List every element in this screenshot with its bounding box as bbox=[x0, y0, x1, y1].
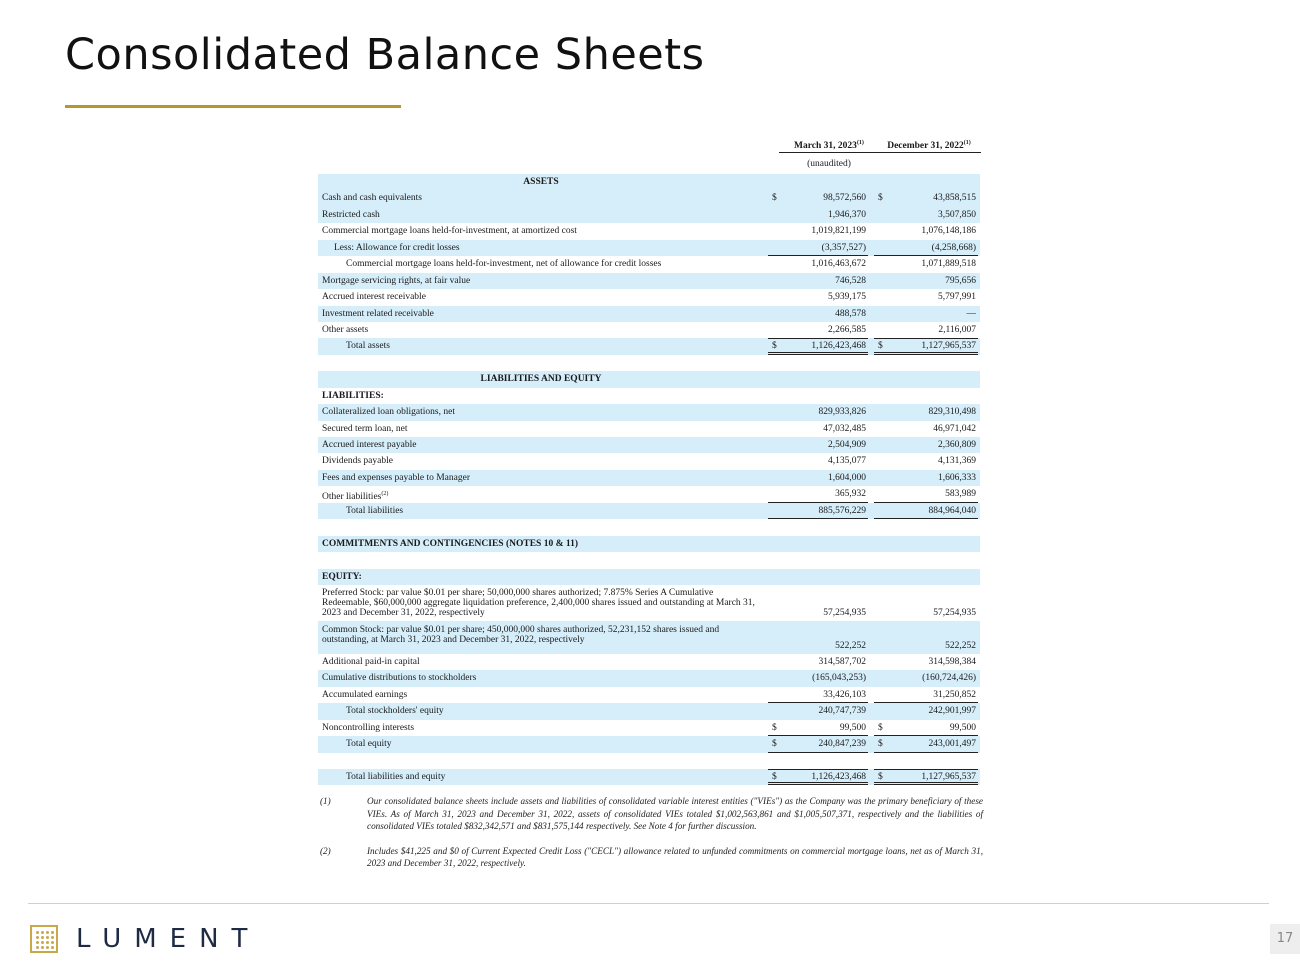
table-row bbox=[318, 404, 980, 420]
value-december-2022: 57,254,935 bbox=[933, 607, 976, 618]
currency-symbol: $ bbox=[878, 193, 883, 204]
value-december-2022: 5,797,991 bbox=[938, 292, 976, 303]
value-december-2022: 4,131,369 bbox=[938, 456, 976, 467]
column-header-march-2023: March 31, 2023$^{(1)}$ bbox=[779, 140, 879, 153]
footnote-text: Our consolidated balance sheets include assets and liabilities of consolidated variable interest entities ("VIEs") as the Company was the primary beneficiary of these VIEs. As of March 31, 2023 and December 31, 2022, assets of consolidated VIEs totaled $1,002,563,861 and $1,005,507,371, respectively and the liabilities of consolidated VIEs totaled $832,342,571 and $831,575,144 respectively. See Note 4 for further discussion. bbox=[367, 796, 983, 831]
footnote-number: (1) bbox=[320, 796, 331, 806]
currency-symbol: $ bbox=[772, 772, 777, 782]
lument-logo bbox=[30, 924, 260, 954]
value-december-2022: 1,606,333 bbox=[938, 472, 976, 483]
value-march-2023: 1,019,821,199 bbox=[811, 226, 866, 237]
table-row bbox=[318, 421, 980, 437]
row-label: Commercial mortgage loans held-for-investment, at amortized cost bbox=[322, 226, 577, 237]
value-december-2022: (160,724,426) bbox=[922, 673, 976, 684]
table-header bbox=[318, 140, 980, 174]
value-march-2023: 5,939,175 bbox=[828, 292, 866, 303]
value-december-2022: 1,076,148,186 bbox=[921, 226, 976, 237]
value-december-2022: 522,252 bbox=[945, 640, 976, 651]
table-row bbox=[318, 190, 980, 206]
value-march-2023: 99,500 bbox=[839, 722, 866, 733]
table-row bbox=[318, 585, 980, 621]
value-march-2023: 47,032,485 bbox=[823, 423, 866, 434]
value-december-2022: 884,964,040 bbox=[928, 505, 976, 516]
section-heading-row bbox=[318, 174, 980, 190]
row-label: Other liabilities$^{(2)}$ bbox=[322, 491, 389, 503]
row-label: Preferred Stock: par value $0.01 per share; 50,000,000 shares authorized; 7.875% Series A Cumulative Redeemable, $60,000,000 aggregate liquidation preference, 2,400,000 shares issued and outstanding at March 31, 2023 and December 31, 2022, respectively bbox=[322, 587, 755, 618]
value-december-2022: 242,901,997 bbox=[928, 706, 976, 717]
value-december-2022: 43,858,515 bbox=[933, 193, 976, 204]
row-label: Collateralized loan obligations, net bbox=[322, 407, 455, 418]
currency-symbol: $ bbox=[772, 722, 777, 733]
currency-symbol: $ bbox=[878, 772, 883, 782]
value-december-2022: 31,250,852 bbox=[933, 689, 976, 700]
value-march-2023: 1,604,000 bbox=[828, 472, 866, 483]
row-label: Fees and expenses payable to Manager bbox=[322, 472, 470, 483]
value-march-2023: 240,847,239 bbox=[818, 739, 866, 750]
value-december-2022: (4,258,668) bbox=[931, 242, 976, 253]
title-underline bbox=[65, 105, 401, 108]
row-label: Less: Allowance for credit losses bbox=[334, 242, 460, 253]
row-label: Additional paid-in capital bbox=[322, 656, 420, 667]
table-row bbox=[318, 621, 980, 654]
value-december-2022: 1,127,965,537 bbox=[921, 341, 976, 352]
table-row bbox=[318, 503, 980, 519]
row-label: Restricted cash bbox=[322, 209, 380, 220]
table-row bbox=[318, 486, 980, 502]
value-december-2022: 314,598,384 bbox=[928, 656, 976, 667]
value-december-2022: 3,507,850 bbox=[938, 209, 976, 220]
footer-divider bbox=[28, 903, 1269, 904]
table-row bbox=[318, 654, 980, 670]
row-label: Mortgage servicing rights, at fair value bbox=[322, 275, 471, 286]
row-label: Secured term loan, net bbox=[322, 423, 408, 434]
value-december-2022: 2,116,007 bbox=[938, 324, 976, 335]
row-label: Accumulated earnings bbox=[322, 689, 408, 700]
table-row bbox=[318, 769, 980, 785]
row-label: Total assets bbox=[346, 341, 390, 352]
value-december-2022: — bbox=[966, 308, 976, 319]
row-label: Other assets bbox=[322, 324, 369, 335]
row-label: Accrued interest receivable bbox=[322, 292, 426, 303]
row-label: LIABILITIES AND EQUITY bbox=[480, 374, 602, 385]
row-label: Common Stock: par value $0.01 per share; 450,000,000 shares authorized, 52,231,152 shares issued and outstanding, at March 31, 2023 and December 31, 2022, respectively bbox=[322, 624, 720, 645]
value-march-2023: (3,357,527) bbox=[821, 242, 866, 253]
row-label: ASSETS bbox=[523, 177, 559, 187]
value-december-2022: 1,127,965,537 bbox=[921, 772, 976, 782]
table-row bbox=[318, 736, 980, 752]
value-december-2022: 829,310,498 bbox=[928, 407, 976, 418]
unaudited-label: (unaudited) bbox=[807, 159, 851, 169]
value-december-2022: 99,500 bbox=[949, 722, 976, 733]
currency-symbol: $ bbox=[772, 739, 777, 750]
table-row bbox=[318, 223, 980, 239]
currency-symbol: $ bbox=[878, 739, 883, 750]
group-heading-row bbox=[318, 569, 980, 585]
row-label: Cash and cash equivalents bbox=[322, 193, 422, 204]
value-march-2023: 57,254,935 bbox=[823, 607, 866, 618]
table-row bbox=[318, 273, 980, 289]
page-number: 17 bbox=[1270, 924, 1300, 954]
currency-symbol: $ bbox=[878, 341, 883, 352]
row-label: Noncontrolling interests bbox=[322, 722, 415, 733]
value-march-2023: 4,135,077 bbox=[828, 456, 866, 467]
table-row bbox=[318, 670, 980, 686]
value-march-2023: 488,578 bbox=[835, 308, 866, 319]
footnote bbox=[318, 845, 983, 870]
value-march-2023: 240,747,739 bbox=[818, 706, 866, 717]
row-label: Commercial mortgage loans held-for-investment, net of allowance for credit losses bbox=[346, 259, 662, 270]
table-row bbox=[318, 720, 980, 736]
table-row bbox=[318, 240, 980, 256]
table-row bbox=[318, 207, 980, 223]
value-march-2023: 1,126,423,468 bbox=[811, 341, 866, 352]
row-label: LIABILITIES: bbox=[322, 390, 384, 401]
logo-mark-icon bbox=[30, 925, 58, 953]
row-label: Total liabilities bbox=[346, 505, 404, 516]
table-row bbox=[318, 256, 980, 272]
spacer-row bbox=[318, 753, 980, 769]
value-december-2022: 2,360,809 bbox=[938, 440, 976, 450]
table-row bbox=[318, 437, 980, 453]
table-row bbox=[318, 687, 980, 703]
value-december-2022: 46,971,042 bbox=[933, 423, 976, 434]
value-december-2022: 243,001,497 bbox=[928, 739, 976, 750]
row-label: Total equity bbox=[346, 739, 392, 750]
value-december-2022: 1,071,889,518 bbox=[921, 259, 976, 270]
row-label: Investment related receivable bbox=[322, 308, 434, 319]
footnote-text: Includes $41,225 and $0 of Current Expected Credit Loss ("CECL") allowance related to unfunded commitments on commercial mortgage loans, net as of March 31, 2023 and December 31, 2022, respectively. bbox=[367, 845, 983, 868]
value-march-2023: 522,252 bbox=[835, 640, 866, 651]
table-row bbox=[318, 453, 980, 469]
spacer-row bbox=[318, 552, 980, 568]
row-label: COMMITMENTS AND CONTINGENCIES (NOTES 10 & 11) bbox=[322, 538, 578, 549]
value-march-2023: (165,043,253) bbox=[812, 673, 866, 684]
row-label: EQUITY: bbox=[322, 571, 362, 582]
row-label: Cumulative distributions to stockholders bbox=[322, 673, 477, 684]
currency-symbol: $ bbox=[772, 193, 777, 204]
value-december-2022: 795,656 bbox=[945, 275, 976, 286]
row-label: Accrued interest payable bbox=[322, 440, 417, 450]
table-row bbox=[318, 289, 980, 305]
value-march-2023: 98,572,560 bbox=[823, 193, 866, 204]
logo-text: LUMENT bbox=[76, 924, 261, 954]
value-december-2022: 583,989 bbox=[945, 489, 976, 500]
table-body bbox=[318, 174, 980, 785]
value-march-2023: 829,933,826 bbox=[818, 407, 866, 418]
section-heading-row bbox=[318, 371, 980, 387]
table-row bbox=[318, 470, 980, 486]
table-row bbox=[318, 703, 980, 719]
footnote-ref: (2) bbox=[381, 491, 389, 498]
value-march-2023: 2,504,909 bbox=[828, 440, 866, 450]
currency-symbol: $ bbox=[878, 722, 883, 733]
page-title: Consolidated Balance Sheets bbox=[65, 30, 705, 80]
column-header-december-2022: December 31, 2022$^{(1)}$ bbox=[877, 140, 981, 153]
row-label: Dividends payable bbox=[322, 456, 393, 467]
footnote bbox=[318, 795, 983, 833]
table-row bbox=[318, 338, 980, 354]
value-march-2023: 885,576,229 bbox=[818, 505, 866, 516]
value-march-2023: 33,426,103 bbox=[823, 689, 866, 700]
value-march-2023: 2,266,585 bbox=[828, 324, 866, 335]
row-label: Total liabilities and equity bbox=[346, 772, 446, 782]
footnotes bbox=[318, 795, 983, 882]
value-march-2023: 1,946,370 bbox=[828, 209, 866, 220]
group-heading-row bbox=[318, 536, 980, 552]
value-march-2023: 1,016,463,672 bbox=[811, 259, 866, 270]
value-march-2023: 1,126,423,468 bbox=[811, 772, 866, 782]
table-row bbox=[318, 322, 980, 338]
footnote-number: (2) bbox=[320, 845, 331, 856]
row-label: Total stockholders' equity bbox=[346, 706, 444, 717]
value-march-2023: 746,528 bbox=[835, 275, 866, 286]
spacer-row bbox=[318, 519, 980, 535]
group-heading-row bbox=[318, 388, 980, 404]
balance-sheet-table bbox=[318, 140, 980, 785]
table-row bbox=[318, 306, 980, 322]
value-march-2023: 314,587,702 bbox=[818, 656, 866, 667]
currency-symbol: $ bbox=[772, 341, 777, 352]
value-march-2023: 365,932 bbox=[835, 489, 866, 500]
spacer-row bbox=[318, 355, 980, 371]
